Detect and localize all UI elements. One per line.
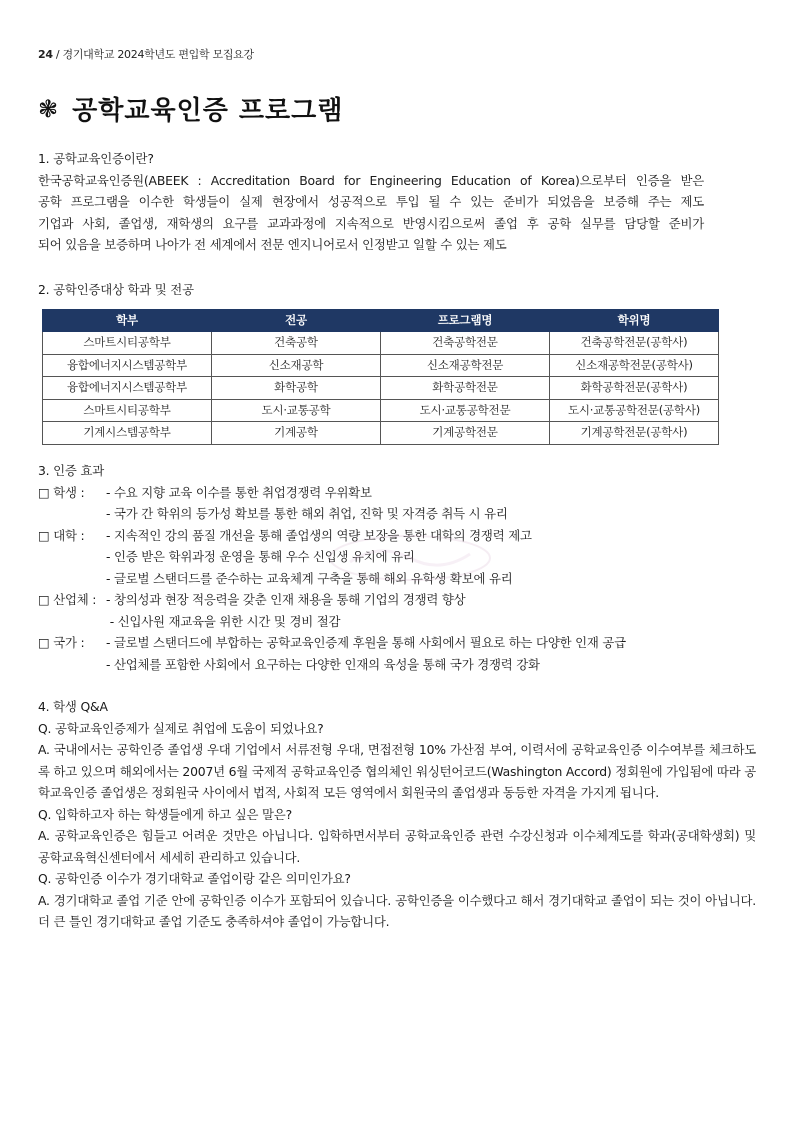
effect-item-student-cont — [38, 503, 756, 525]
table-header-row — [43, 309, 719, 332]
section-heading: 2. 공학인증대상 학과 및 전공 — [38, 282, 194, 297]
section-heading: 4. 학생 Q&A — [38, 699, 108, 714]
column-header: 학위명 — [550, 309, 719, 332]
page-title-block — [38, 90, 343, 127]
table-cell: 기계시스템공학부 — [43, 422, 212, 445]
effect-item-industry — [38, 589, 756, 611]
table-cell: 도시·교통공학전문(공학사) — [550, 399, 719, 422]
table-cell: 신소재공학전문(공학사) — [550, 354, 719, 377]
table-row — [43, 354, 719, 377]
table-cell: 건축공학전문(공학사) — [550, 332, 719, 355]
section-heading: 3. 인증 효과 — [38, 463, 104, 478]
page-title: 공학교육인증 프로그램 — [72, 96, 344, 126]
effect-item-university — [38, 525, 756, 547]
effect-category: □ 산업체 : — [38, 592, 97, 607]
effect-item-industry-cont — [38, 611, 756, 633]
effect-item-university-cont — [38, 546, 756, 568]
column-header: 프로그램명 — [381, 309, 550, 332]
effect-item-university-cont — [38, 568, 756, 590]
department-table — [42, 309, 719, 445]
effect-text: - 신입사원 재교육을 위한 시간 및 경비 절감 — [106, 613, 341, 629]
flower-icon: ❃ — [38, 94, 59, 123]
effect-text: - 수요 지향 교육 이수를 통한 취업경쟁력 우위확보 — [106, 484, 372, 500]
body-line: 되어 있음을 보증하며 나아가 전 세계에서 전문 엔지니어로서 인정받고 일할 수 있는 제도 — [38, 237, 507, 252]
section-what-is-accreditation — [38, 148, 756, 256]
effect-text: - 국가 간 학위의 등가성 확보를 통한 해외 취업, 진학 및 자격증 취득 시 유리 — [106, 506, 508, 521]
effect-text: - 창의성과 현장 적응력을 갖춘 인재 채용을 통해 기업의 경쟁력 향상 — [106, 592, 466, 607]
body-line: 공학 프로그램을 이수한 학생들이 실제 현장에서 성공적으로 투입 될 수 있는 준비가 되었음을 보증해 주는 제도 — [38, 194, 704, 209]
table-cell: 융합에너지시스템공학부 — [43, 377, 212, 400]
qa-question: Q. 공학인증 이수가 경기대학교 졸업이랑 같은 의미인가요? — [38, 871, 351, 886]
table-row — [43, 332, 719, 355]
effect-item-student — [38, 482, 756, 504]
table-cell: 신소재공학 — [212, 354, 381, 377]
effect-item-nation — [38, 632, 756, 654]
doc-title: 경기대학교 2024학년도 편입학 모집요강 — [62, 48, 254, 61]
table-cell: 도시·교통공학전문 — [381, 399, 550, 422]
qa-answer: A. 국내에서는 공학인증 졸업생 우대 기업에서 서류전형 우대, 면접전형 10% 가산점 부여, 이력서에 공학교육인증 이수여부를 체크하도록 하고 있으며 해외에서는 2007년 6월 국제적 공학교육인증 협의체인 워싱턴어코드(Washington Accord) 정회원에 가입됨에 따라 공학교육인증 졸업생은 정회원국 사이에서 법적, 사회적 모든 영역에서 회원국의 졸업생과 동등한 자격을 가지게 됩니다. — [38, 742, 756, 800]
table-cell: 화학공학전문 — [381, 377, 550, 400]
effect-text: - 글로벌 스탠더드를 준수하는 교육체계 구축을 통해 해외 유학생 확보에 유리 — [106, 570, 513, 586]
header-separator: / — [55, 48, 60, 61]
page-header — [38, 46, 254, 62]
section-target-departments — [38, 279, 756, 445]
table-cell: 화학공학 — [212, 377, 381, 400]
table-cell: 기계공학 — [212, 422, 381, 445]
table-row — [43, 399, 719, 422]
table-cell: 융합에너지시스템공학부 — [43, 354, 212, 377]
table-row — [43, 377, 719, 400]
effect-category: □ 대학 : — [38, 527, 85, 543]
table-cell: 신소재공학전문 — [381, 354, 550, 377]
body-line: 기업과 사회, 졸업생, 재학생의 요구를 교과과정에 지속적으로 반영시킴으로써 졸업 후 공학 실무를 담당할 준비가 — [38, 215, 704, 231]
effect-category: □ 국가 : — [38, 635, 85, 650]
qa-question: Q. 입학하고자 하는 학생들에게 하고 싶은 말은? — [38, 806, 292, 822]
table-cell: 건축공학전문 — [381, 332, 550, 355]
effect-category: □ 학생 : — [38, 484, 85, 500]
section-body — [38, 170, 704, 256]
body-line: 한국공학교육인증원(ABEEK : Accreditation Board for Engineering Education of Korea)으로부터 인증을 받은 — [38, 172, 704, 188]
effect-text: - 글로벌 스탠더드에 부합하는 공학교육인증제 후원을 통해 사회에서 필요로 하는 다양한 인재 공급 — [106, 635, 626, 650]
section-student-qa — [38, 696, 756, 933]
effect-text: - 지속적인 강의 품질 개선을 통해 졸업생의 역량 보장을 통한 대학의 경쟁력 제고 — [106, 527, 532, 543]
table-cell: 스마트시티공학부 — [43, 332, 212, 355]
table-cell: 기계공학전문(공학사) — [550, 422, 719, 445]
qa-question: Q. 공학교육인증제가 실제로 취업에 도움이 되었나요? — [38, 720, 324, 736]
effect-text: - 인증 받은 학위과정 운영을 통해 우수 신입생 유치에 유리 — [106, 549, 415, 564]
table-cell: 도시·교통공학 — [212, 399, 381, 422]
page-number: 24 — [38, 48, 53, 61]
column-header: 학부 — [43, 309, 212, 332]
table-row — [43, 422, 719, 445]
effect-text: - 산업체를 포함한 사회에서 요구하는 다양한 인재의 육성을 통해 국가 경쟁력 강화 — [106, 656, 540, 672]
qa-answer: A. 공학교육인증은 힘들고 어려운 것만은 아닙니다. 입학하면서부터 공학교육인증 관련 수강신청과 이수체계도를 학과(공대학생회) 및 공학교육혁신센터에서 세세히 관리하고 있습니다. — [38, 828, 756, 865]
table-cell: 스마트시티공학부 — [43, 399, 212, 422]
table-cell: 화학공학전문(공학사) — [550, 377, 719, 400]
section-effects — [38, 460, 756, 675]
effect-item-nation-cont — [38, 654, 756, 676]
column-header: 전공 — [212, 309, 381, 332]
section-heading: 1. 공학교육인증이란? — [38, 151, 154, 166]
table-cell: 건축공학 — [212, 332, 381, 355]
qa-answer: A. 경기대학교 졸업 기준 안에 공학인증 이수가 포함되어 있습니다. 공학인증을 이수했다고 해서 경기대학교 졸업이 되는 것이 아닙니다. 더 큰 틀인 경기대학교 졸업 기준도 충족하셔야 졸업이 가능합니다. — [38, 892, 756, 929]
table-cell: 기계공학전문 — [381, 422, 550, 445]
